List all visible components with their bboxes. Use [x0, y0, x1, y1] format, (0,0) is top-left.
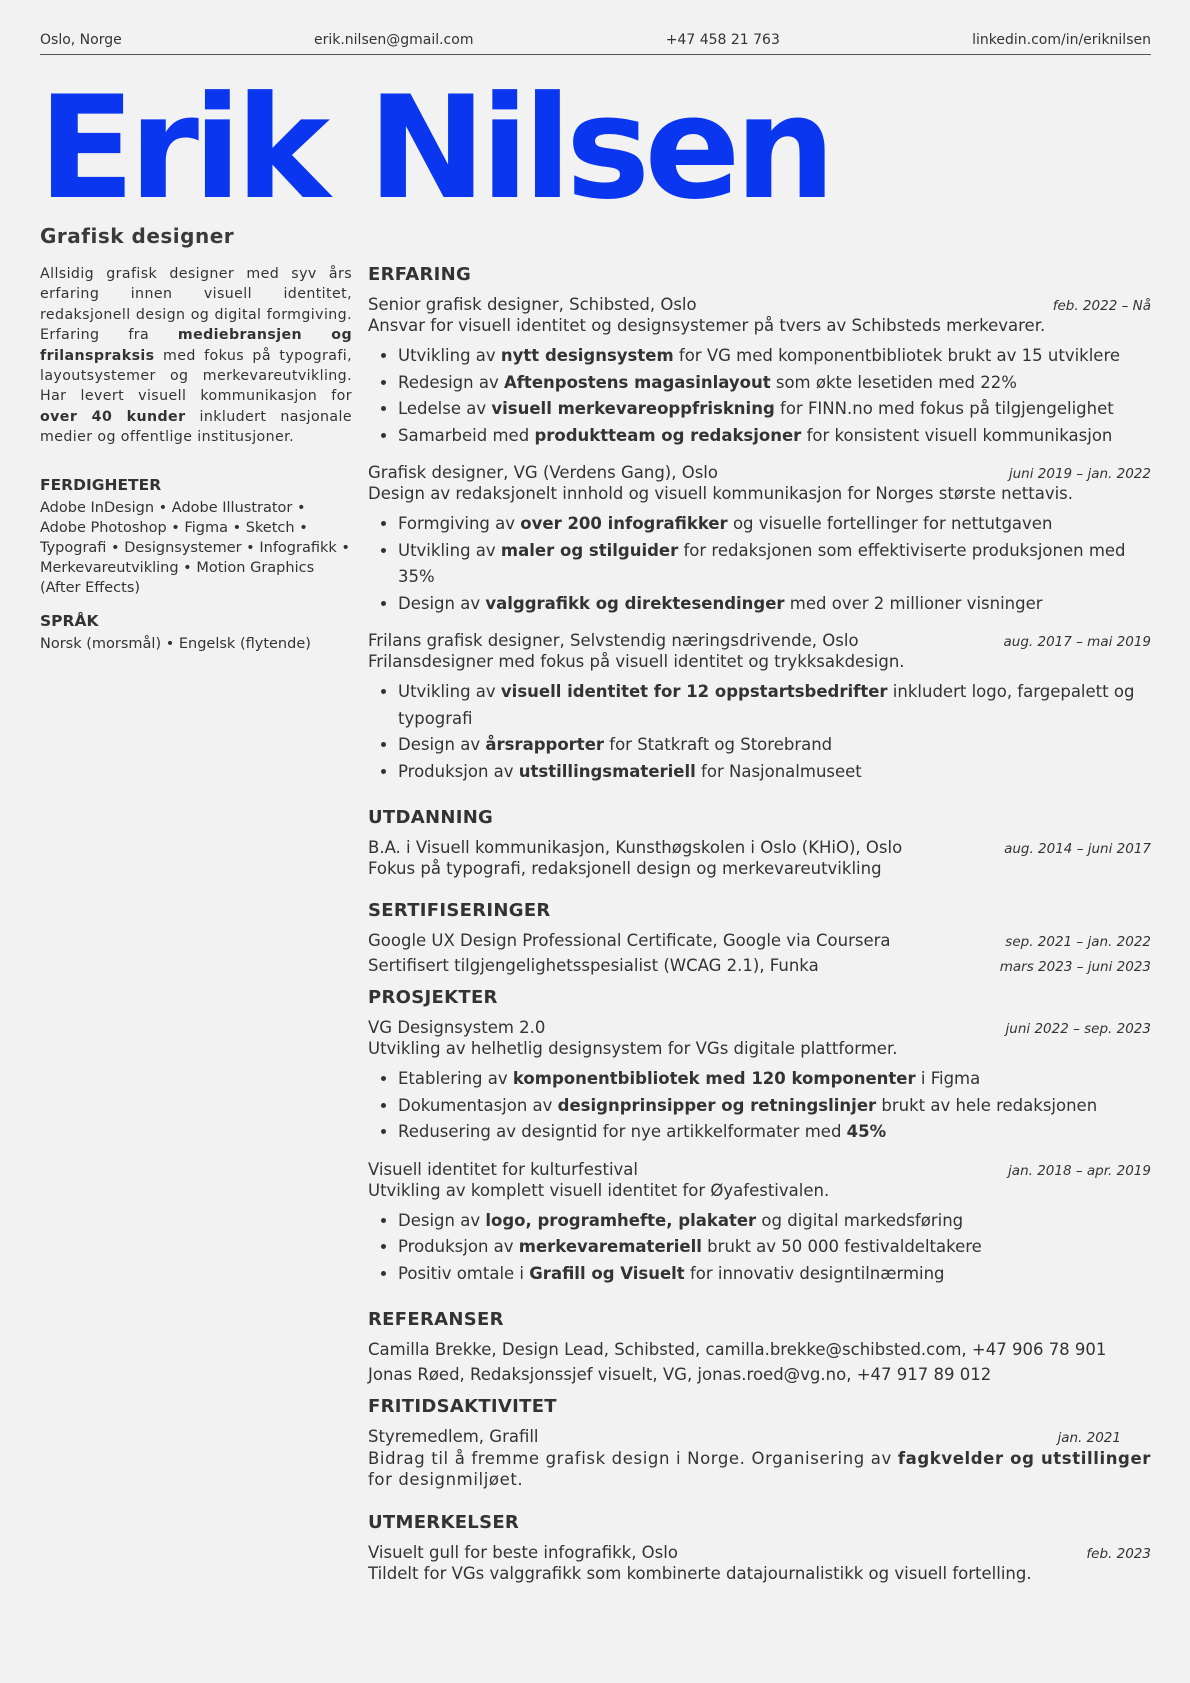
project-description: Utvikling av helhetlig designsystem for VGs digitale plattformer.	[368, 1039, 898, 1058]
job-date: juni 2019 – jan. 2022	[1008, 466, 1151, 482]
list-item: • Ledelse av visuell merkevareoppfriskning for FINN.no med fokus på tilgjengelighet	[398, 396, 1151, 423]
list-item: • Produksjon av utstillingsmateriell for Nasjonalmuseet	[398, 759, 1151, 786]
leisure-heading: FRITIDSAKTIVITET	[368, 1396, 557, 1417]
right-column	[368, 264, 1151, 1583]
job-entry	[368, 631, 1151, 785]
list-item: • Samarbeid med produktteam og redaksjoner for konsistent visuell kommunikasjon	[398, 423, 1151, 450]
project-entry	[368, 1018, 1151, 1146]
reference-item: Camilla Brekke, Design Lead, Schibsted, camilla.brekke@schibsted.com, +47 906 78 901	[368, 1340, 1107, 1359]
languages-list: Norsk (morsmål) • Engelsk (flytende)	[40, 635, 311, 652]
list-item: • Design av årsrapporter for Statkraft og Storebrand	[398, 732, 1151, 759]
languages-heading: SPRÅK	[40, 611, 99, 630]
candidate-title: Grafisk designer	[40, 224, 235, 248]
job-bullets	[368, 343, 1151, 449]
contact-linkedin[interactable]: linkedin.com/in/eriknilsen	[972, 32, 1151, 48]
project-bullets	[368, 1208, 1151, 1288]
job-title: Frilans grafisk designer, Selvstendig næringsdrivende, Oslo	[368, 631, 859, 650]
references-heading: REFERANSER	[368, 1309, 504, 1330]
leisure-date: jan. 2021	[1057, 1430, 1121, 1446]
candidate-name: Erik Nilsen	[38, 66, 830, 231]
project-date: jan. 2018 – apr. 2019	[1008, 1162, 1151, 1179]
profile-summary	[40, 264, 352, 448]
job-bullets	[368, 679, 1151, 785]
leisure-title: Styremedlem, Grafill	[368, 1427, 539, 1446]
certification-title: Google UX Design Professional Certificate, Google via Coursera	[368, 931, 891, 950]
project-title: VG Designsystem 2.0	[368, 1018, 546, 1037]
certification-date: sep. 2021 – jan. 2022	[1005, 934, 1151, 950]
award-description: Tildelt for VGs valggrafikk som kombinerte datajournalistikk og visuell fortelling.	[368, 1564, 1032, 1583]
summary-bold: mediebransjen og frilanspraksis	[40, 327, 352, 364]
list-item: • Design av logo, programhefte, plakater og digital markedsføring	[398, 1208, 1151, 1235]
job-title: Senior grafisk designer, Schibsted, Oslo	[368, 295, 697, 314]
certifications-heading: SERTIFISERINGER	[368, 900, 551, 921]
job-entry	[368, 295, 1151, 449]
project-entry	[368, 1160, 1151, 1288]
projects-heading: PROSJEKTER	[368, 987, 498, 1008]
job-entry	[368, 463, 1151, 617]
job-description: Ansvar for visuell identitet og designsystemer på tvers av Schibsteds merkevarer.	[368, 316, 1046, 335]
certification-title: Sertifisert tilgjengelighetsspesialist (WCAG 2.1), Funka	[368, 956, 819, 975]
job-date: aug. 2017 – mai 2019	[1003, 634, 1151, 650]
list-item: • Positiv omtale i Grafill og Visuelt for innovativ designtilnærming	[398, 1261, 1151, 1288]
summary-bold: over 40 kunder	[40, 408, 186, 425]
list-item: • Redesign av Aftenpostens magasinlayout som økte lesetiden med 22%	[398, 370, 1151, 397]
leisure-description: Bidrag til å fremme grafisk design i Norge. Organisering av fagkvelder og utstillinger for designmiljøet.	[368, 1449, 1151, 1489]
list-item: • Redusering av designtid for nye artikkelformater med 45%	[398, 1119, 1151, 1146]
list-item: • Etablering av komponentbibliotek med 120 komponenter i Figma	[398, 1066, 1151, 1093]
education-title: B.A. i Visuell kommunikasjon, Kunsthøgskolen i Oslo (KHiO), Oslo	[368, 838, 903, 857]
list-item: • Produksjon av merkevaremateriell brukt av 50 000 festivaldeltakere	[398, 1234, 1151, 1261]
certification-date: mars 2023 – juni 2023	[999, 959, 1151, 975]
project-description: Utvikling av komplett visuell identitet for Øyafestivalen.	[368, 1180, 830, 1200]
job-description: Frilansdesigner med fokus på visuell identitet og trykksakdesign.	[368, 652, 905, 671]
project-bullets	[368, 1066, 1151, 1146]
education-date: aug. 2014 – juni 2017	[1004, 841, 1151, 857]
contact-email[interactable]: erik.nilsen@gmail.com	[313, 32, 474, 48]
awards-heading: UTMERKELSER	[368, 1512, 520, 1533]
list-item: • Utvikling av nytt designsystem for VG med komponentbibliotek brukt av 15 utviklere	[398, 343, 1151, 370]
job-date: feb. 2022 – Nå	[1052, 298, 1151, 314]
list-item: • Design av valggrafikk og direktesendinger med over 2 millioner visninger	[398, 591, 1151, 618]
experience-heading: ERFARING	[368, 264, 472, 285]
list-item: • Utvikling av maler og stilguider for redaksjonen som effektiviserte produksjonen med 35%	[398, 538, 1151, 591]
award-title: Visuelt gull for beste infografikk, Oslo	[368, 1543, 678, 1562]
education-heading: UTDANNING	[368, 807, 494, 828]
contact-phone[interactable]: +47 458 21 763	[665, 32, 780, 48]
list-item: • Utvikling av visuell identitet for 12 oppstartsbedrifter inkludert logo, fargepalett og typografi	[398, 679, 1151, 732]
skills-heading: FERDIGHETER	[40, 475, 162, 494]
summary-text: med fokus på typografi, layoutsystemer og merkevareutvikling. Har levert visuell kommunikasjon for	[40, 347, 352, 405]
project-title: Visuell identitet for kulturfestival	[368, 1159, 638, 1179]
contact-location: Oslo, Norge	[40, 32, 122, 48]
list-item: • Dokumentasjon av designprinsipper og retningslinjer brukt av hele redaksjonen	[398, 1093, 1151, 1120]
award-date: feb. 2023	[1086, 1546, 1151, 1562]
reference-item: Jonas Røed, Redaksjonssjef visuelt, VG, jonas.roed@vg.no, +47 917 89 012	[368, 1365, 992, 1384]
job-title: Grafisk designer, VG (Verdens Gang), Oslo	[368, 463, 718, 482]
job-description: Design av redaksjonelt innhold og visuell kommunikasjon for Norges største nettavis.	[368, 484, 1074, 503]
contact-bar	[40, 32, 1151, 55]
summary-text: inkludert nasjonale medier og offentlige institusjoner.	[40, 408, 352, 446]
skills-list: Adobe InDesign • Adobe Illustrator • Adobe Photoshop • Figma • Sketch • Typografi • Designsystemer • Infografikk • Merkevareutvikling • Motion Graphics (After Effects)	[40, 499, 350, 596]
list-item: • Formgiving av over 200 infografikker og visuelle fortellinger for nettutgaven	[398, 511, 1151, 538]
education-description: Fokus på typografi, redaksjonell design og merkevareutvikling	[368, 859, 882, 878]
job-bullets	[368, 511, 1151, 617]
left-column	[40, 264, 352, 654]
summary-text: Allsidig grafisk designer med syv års erfaring innen visuell identitet, redaksjonell design og digital formgiving. Erfaring fra	[40, 266, 352, 344]
project-date: juni 2022 – sep. 2023	[1005, 1021, 1151, 1037]
